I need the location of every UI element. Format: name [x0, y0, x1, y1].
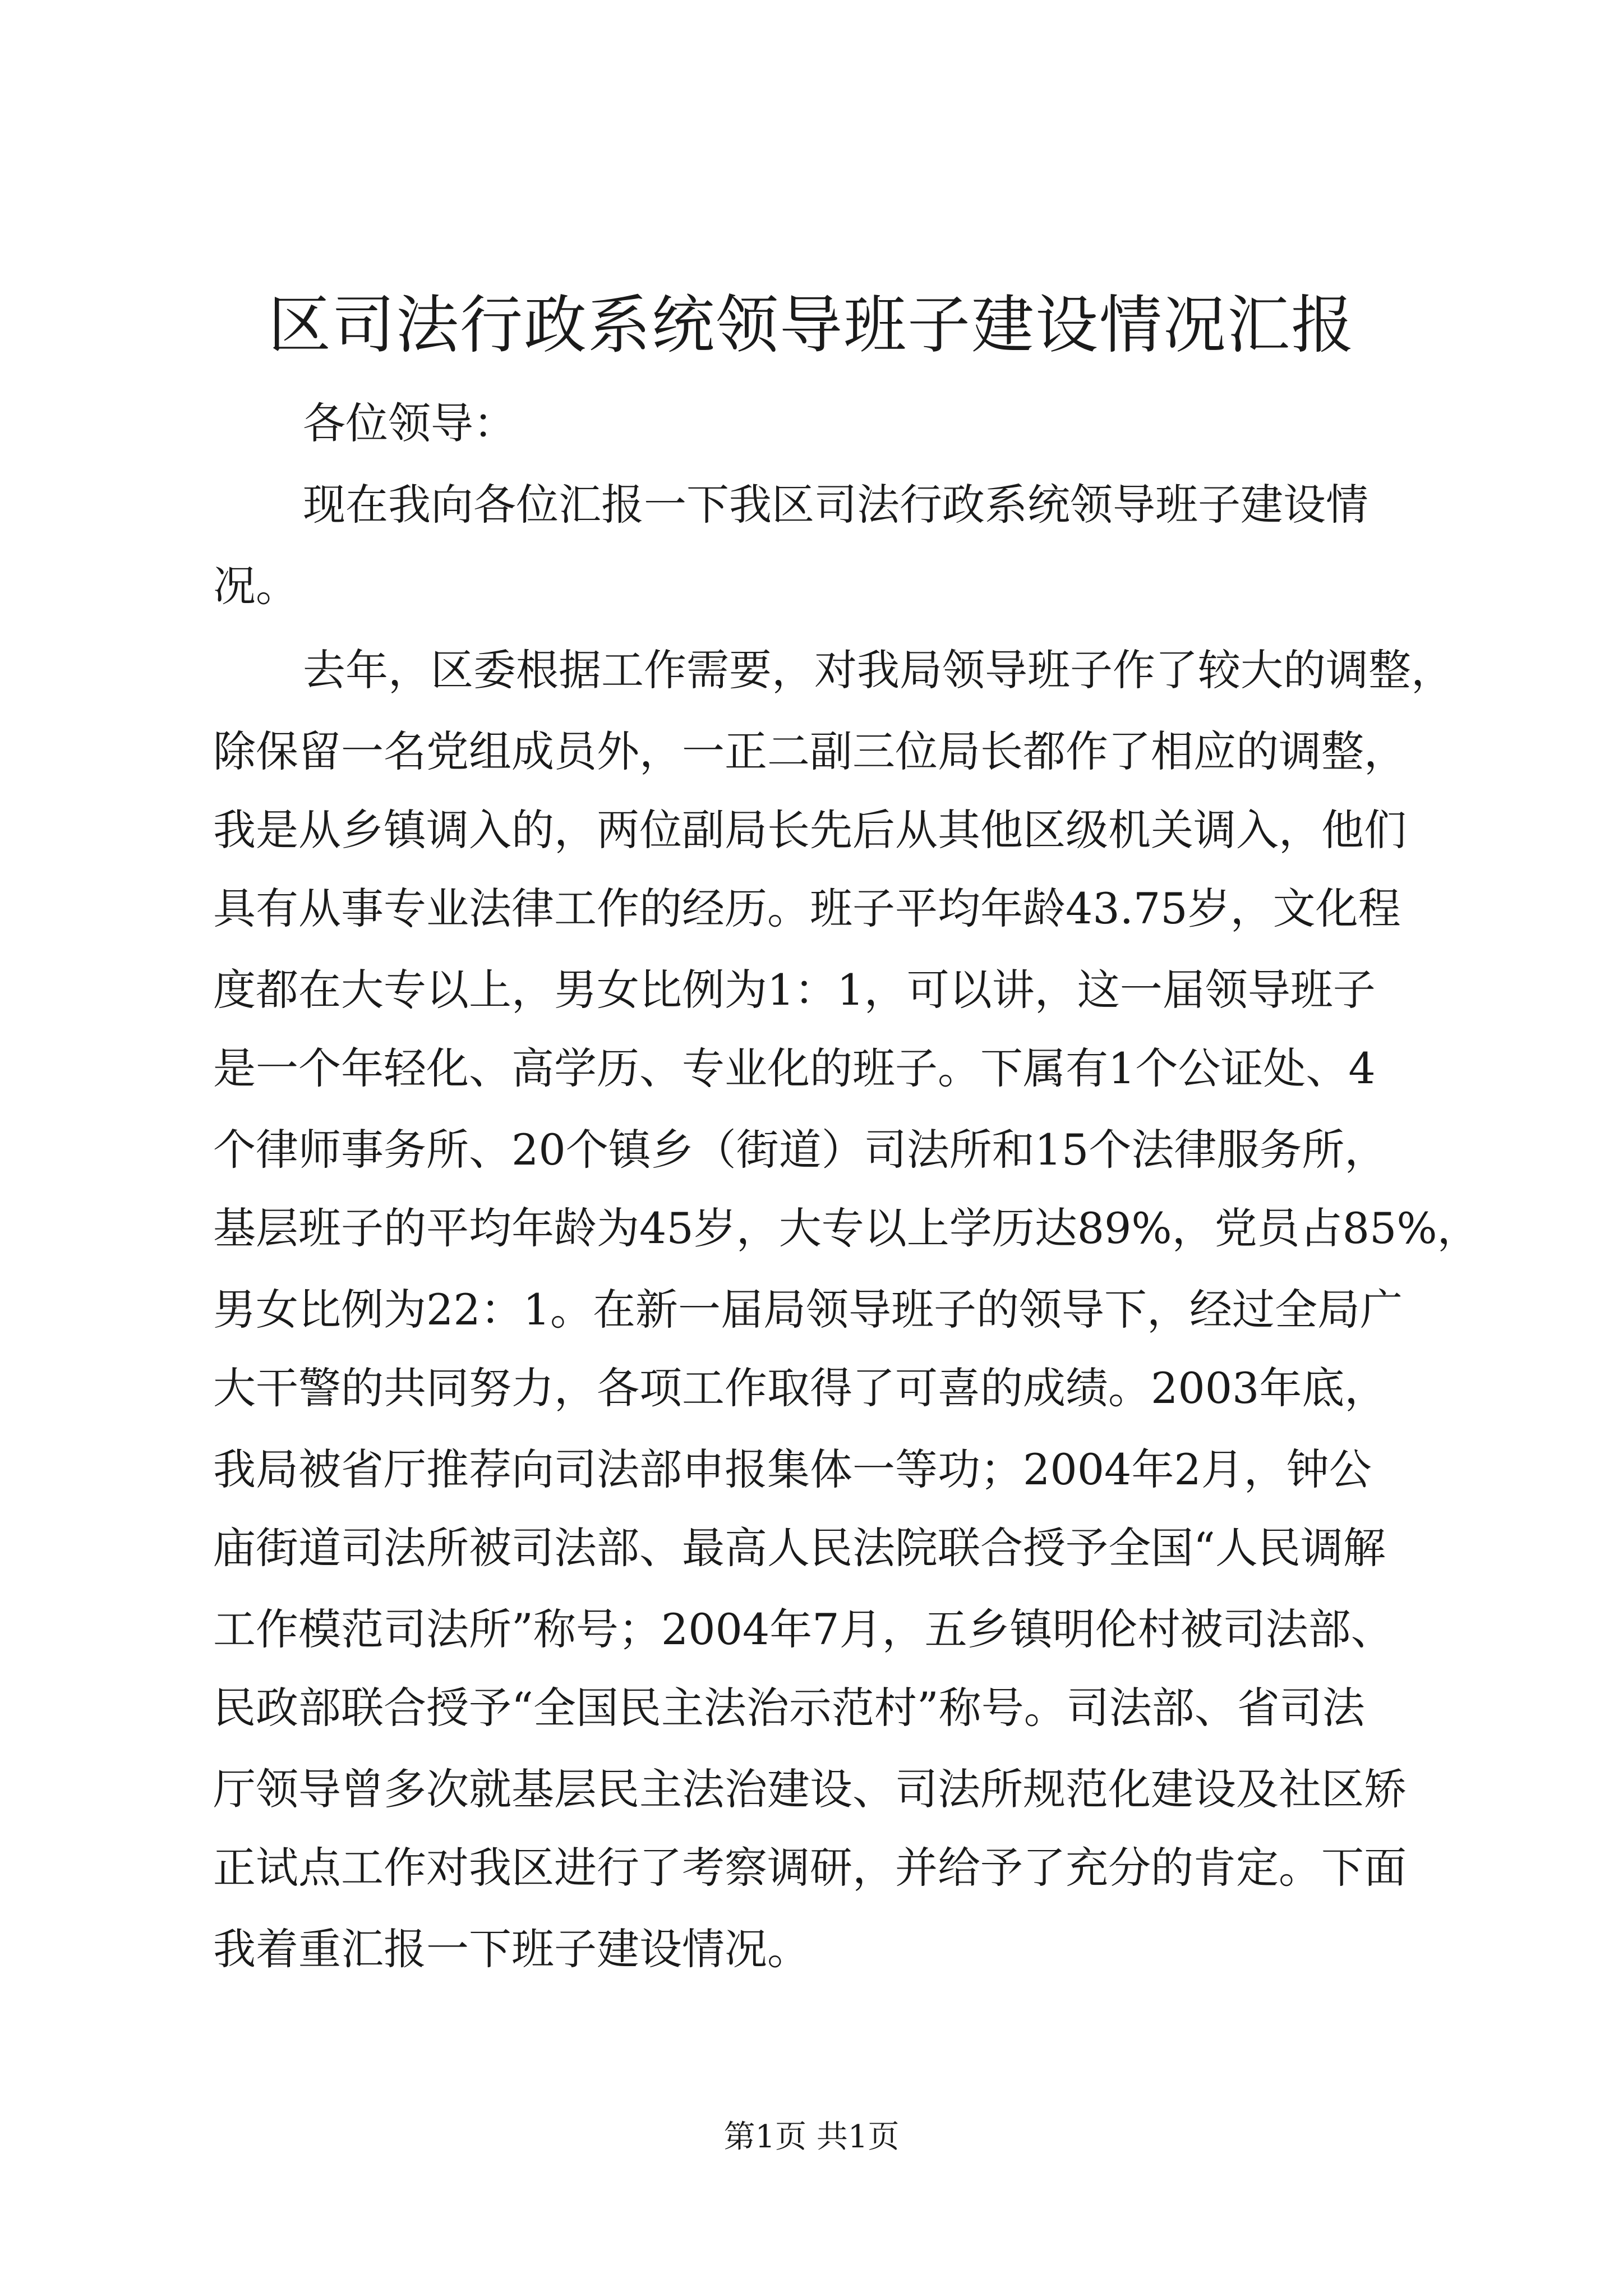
paragraph-line: 除保留一名党组成员外，一正二副三位局长都作了相应的调整， [213, 726, 1407, 776]
paragraph-line: 民政部联合授予“全国民主法治示范村”称号。司法部、省司法 [213, 1683, 1365, 1733]
paragraph-line: 工作模范司法所”称号；2004年7月，五乡镇明伦村被司法部、 [213, 1604, 1394, 1654]
page-title: 区司法行政系统领导班子建设情况汇报 [268, 289, 1355, 362]
paragraph-line: 大干警的共同努力，各项工作取得了可喜的成绩。2003年底， [213, 1363, 1387, 1413]
paragraph-line: 况。 [213, 561, 298, 611]
paragraph-line: 基层班子的平均年龄为45岁，大专以上学历达89%，党员占85%， [213, 1203, 1480, 1253]
paragraph-line: 我着重汇报一下班子建设情况。 [213, 1924, 810, 1974]
paragraph-line: 现在我向各位汇报一下我区司法行政系统领导班子建设情 [303, 480, 1368, 530]
paragraph-line: 男女比例为22：1。在新一届局领导班子的领导下，经过全局广 [213, 1285, 1403, 1335]
paragraph-line: 具有从事专业法律工作的经历。班子平均年龄43.75岁，文化程 [213, 884, 1401, 933]
paragraph-line: 庙街道司法所被司法部、最高人民法院联合授予全国“人民调解 [213, 1523, 1386, 1573]
paragraph-line: 度都在大专以上，男女比例为1：1，可以讲，这一届领导班子 [213, 965, 1376, 1015]
paragraph-line: 厅领导曾多次就基层民主法治建设、司法所规范化建设及社区矫 [213, 1764, 1407, 1814]
paragraph-line: 正试点工作对我区进行了考察调研，并给予了充分的肯定。下面 [213, 1843, 1407, 1893]
paragraph-line: 我是从乡镇调入的，两位副局长先后从其他区级机关调入，他们 [213, 805, 1407, 855]
salutation: 各位领导： [303, 398, 516, 448]
page-number: 第1页 共1页 [723, 2119, 900, 2155]
paragraph-line: 去年，区委根据工作需要，对我局领导班子作了较大的调整， [303, 645, 1454, 695]
paragraph-line: 我局被省厅推荐向司法部申报集体一等功；2004年2月，钟公 [213, 1444, 1372, 1494]
paragraph-line: 个律师事务所、20个镇乡（街道）司法所和15个法律服务所， [213, 1125, 1387, 1175]
paragraph-line: 是一个年轻化、高学历、专业化的班子。下属有1个公证处、4 [213, 1043, 1376, 1093]
